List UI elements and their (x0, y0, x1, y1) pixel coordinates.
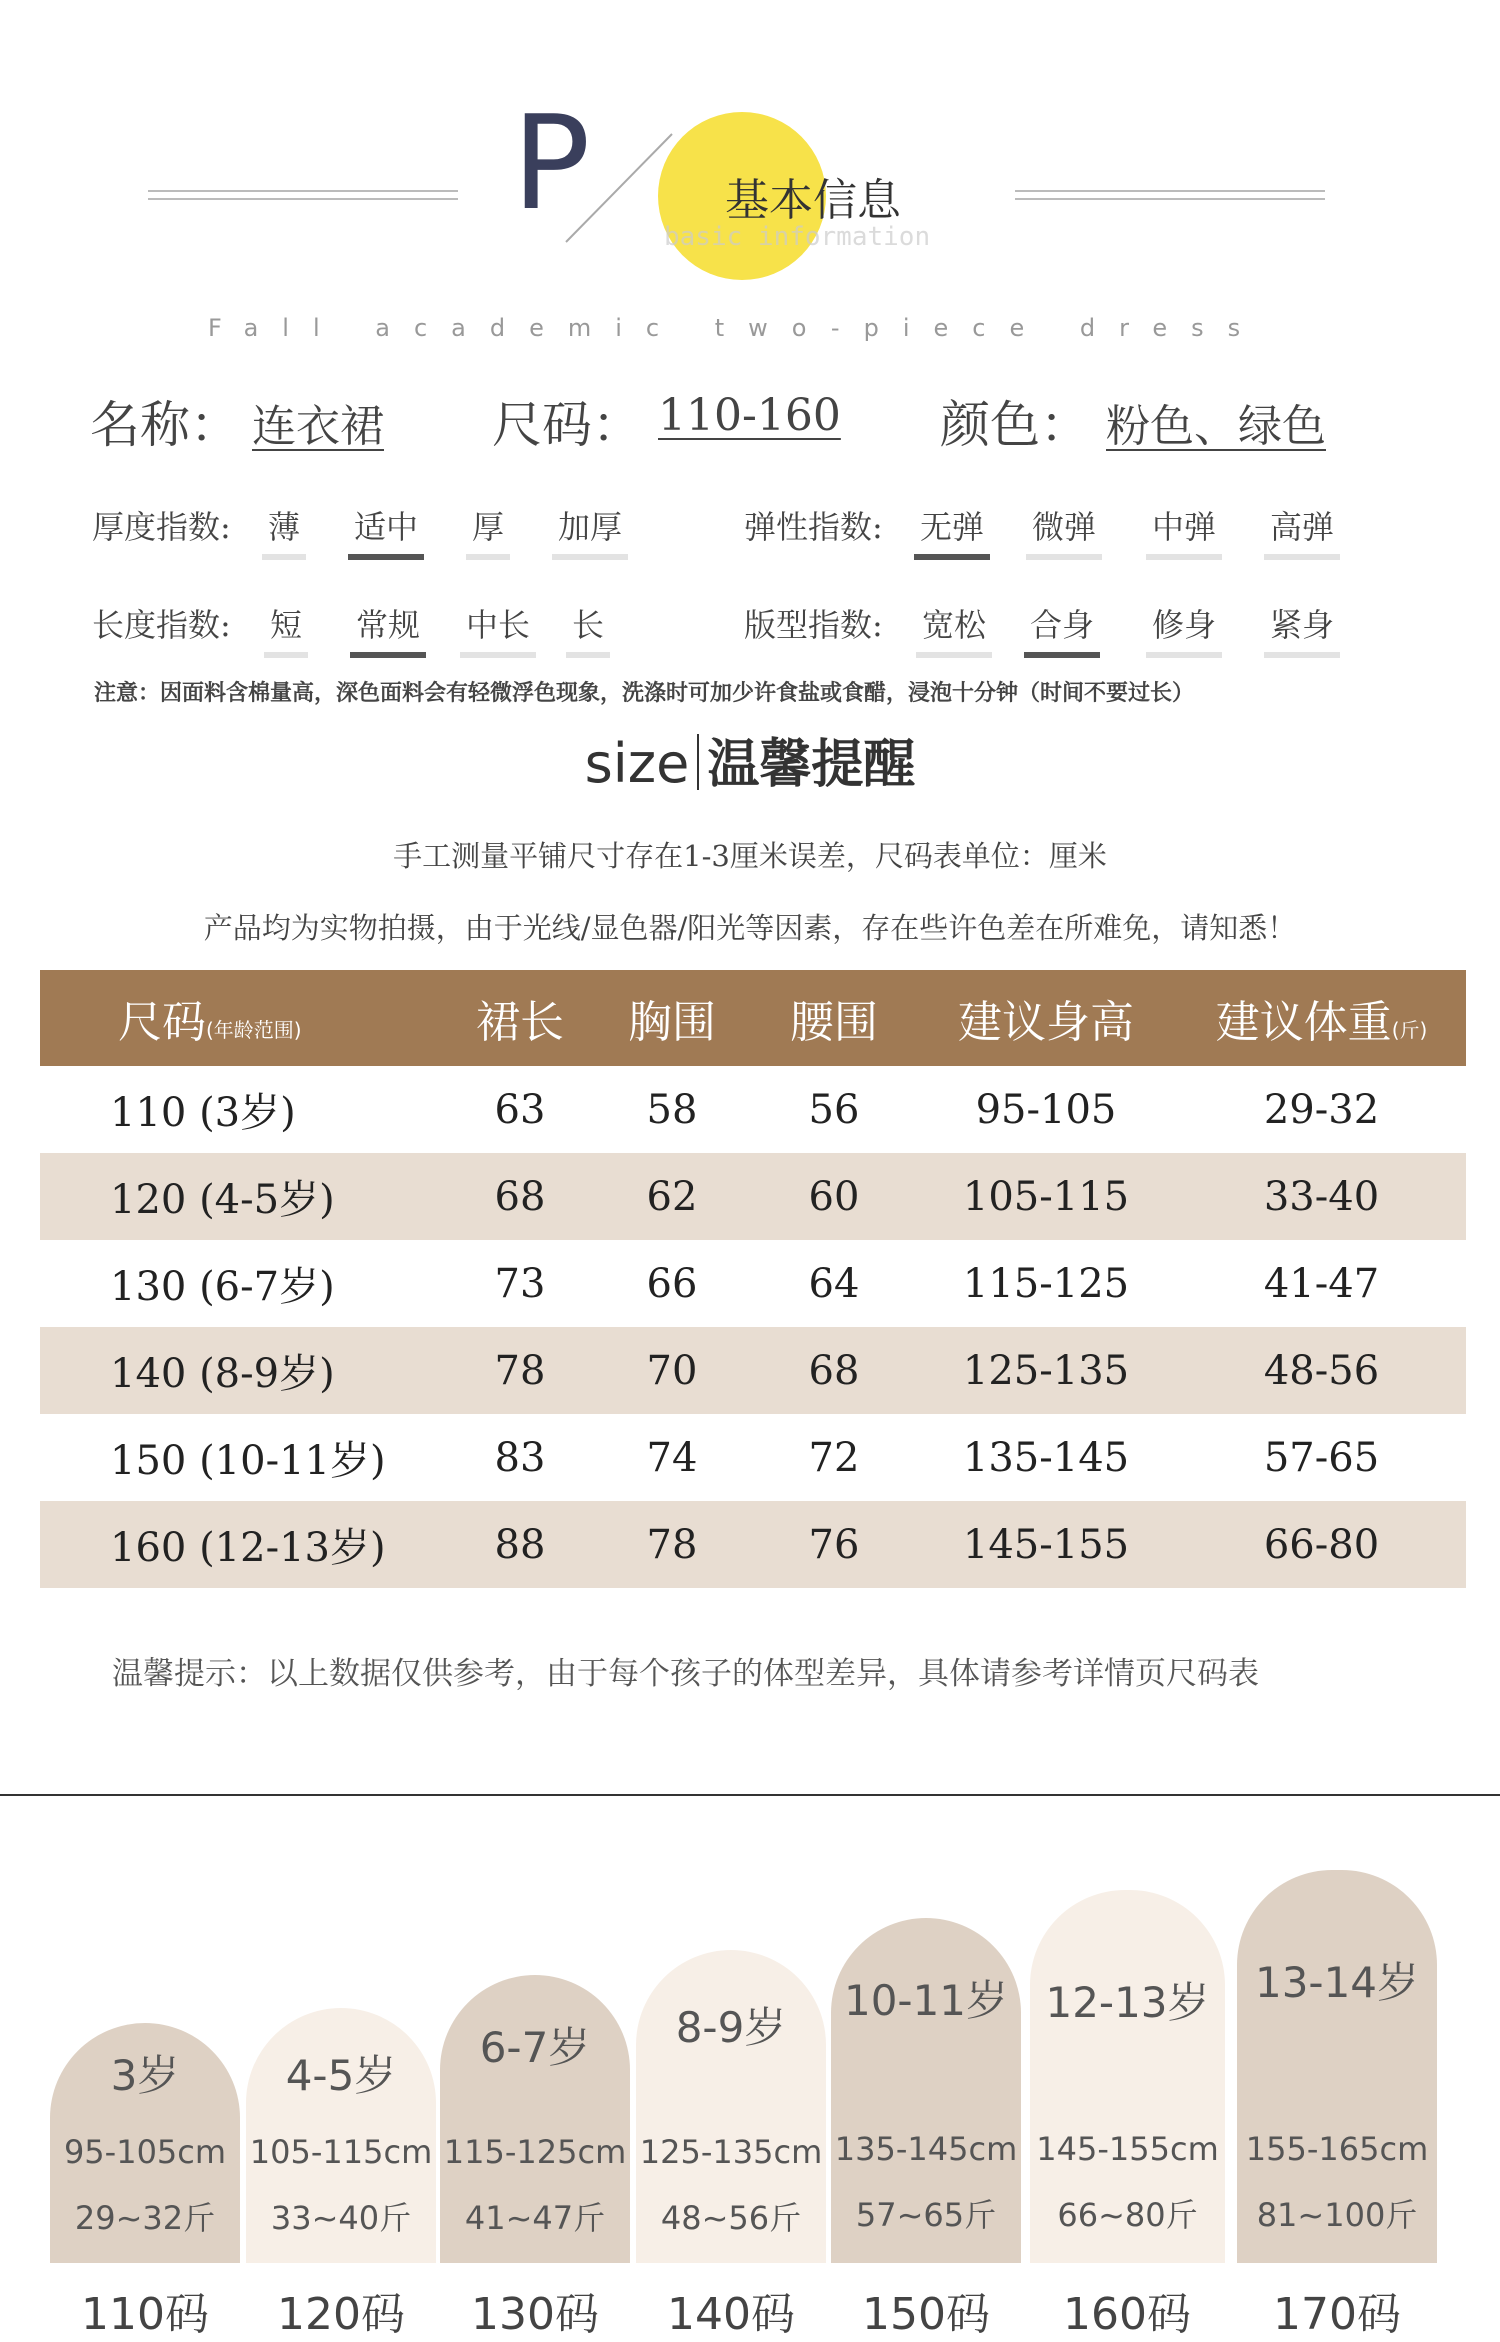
elasticity-option-selected: 无弹 (914, 502, 990, 560)
header-rule-left (148, 190, 458, 200)
arch-age: 6-7岁 (479, 2023, 591, 2072)
size-arch-card (50, 2023, 240, 2263)
size-value: 110-160 (658, 390, 841, 441)
thickness-option: 薄 (262, 502, 306, 560)
fit-option: 修身 (1146, 600, 1222, 658)
cell-weight: 29-32 (1263, 1086, 1380, 1133)
size-code-label: 150码 (862, 2289, 990, 2340)
cell-weight: 33-40 (1177, 1153, 1466, 1240)
header-title-cn: 基本信息 (725, 175, 901, 226)
arch-weight: 33~40斤 (270, 2199, 412, 2237)
th-waist: 腰围 (753, 970, 915, 1066)
arch-age: 4-5岁 (285, 2051, 397, 2100)
table-row (40, 1153, 1466, 1240)
fit-option: 宽松 (916, 600, 992, 658)
arch-weight: 66~80斤 (1057, 2196, 1198, 2234)
arch-height: 135-145cm (834, 2130, 1018, 2168)
th-height: 建议身高 (915, 970, 1177, 1066)
cell-size: 110 (3岁) (110, 1090, 296, 1136)
cell-weight: 41-47 (1263, 1260, 1380, 1307)
table-row (40, 1414, 1466, 1501)
table-row (40, 1240, 1466, 1327)
cell-weight: 66-80 (1177, 1501, 1466, 1588)
elasticity-label: 弹性指数: (744, 508, 883, 546)
cell-size: 130 (6-7岁) (110, 1264, 335, 1310)
header-rule-right (1015, 190, 1325, 200)
length-option: 中长 (460, 600, 536, 658)
cell-chest: 58 (646, 1086, 698, 1133)
cell-size: 150 (10-11岁) (110, 1438, 386, 1484)
cell-height: 105-115 (915, 1153, 1177, 1240)
size-arch-card (636, 1950, 826, 2263)
size-line-1: 手工测量平铺尺寸存在1-3厘米误差，尺码表单位：厘米 (393, 839, 1107, 873)
cell-size: 160 (12-13岁) (40, 1501, 449, 1588)
size-code-label: 110码 (81, 2289, 209, 2340)
cell-chest: 62 (591, 1153, 753, 1240)
size-arch-card (1237, 1870, 1437, 2263)
th-weight: 建议体重(斤) (1177, 970, 1466, 1066)
arch-height: 105-115cm (249, 2133, 433, 2171)
cell-height: 125-135 (915, 1327, 1177, 1414)
arch-age: 12-13岁 (1045, 1978, 1210, 2027)
table-row (40, 1327, 1466, 1414)
cell-height: 115-125 (962, 1260, 1130, 1307)
cell-waist: 56 (808, 1086, 860, 1133)
arch-age: 13-14岁 (1254, 1958, 1420, 2007)
size-title (0, 722, 1500, 797)
color-label: 颜色： (940, 396, 1090, 454)
cell-chest: 78 (591, 1501, 753, 1588)
arch-height: 115-125cm (443, 2133, 627, 2171)
arch-age: 8-9岁 (675, 2003, 787, 2052)
table-row (40, 1066, 1466, 1153)
fit-label: 版型指数: (744, 606, 883, 644)
arch-weight: 29~32斤 (74, 2199, 216, 2237)
color-value: 粉色、绿色 (1106, 401, 1326, 452)
fit-option-selected: 合身 (1024, 600, 1100, 658)
arch-weight: 48~56斤 (660, 2199, 802, 2237)
size-arch-card (246, 2008, 436, 2263)
tip-text: 温馨提示：以上数据仅供参考，由于每个孩子的体型差异，具体请参考详情页尺码表 (112, 1656, 1259, 1692)
name-value: 连衣裙 (252, 401, 384, 452)
size-arch-card (440, 1975, 630, 2263)
arch-age: 3岁 (110, 2051, 180, 2100)
cell-length: 63 (494, 1086, 546, 1133)
cell-height: 135-145 (962, 1434, 1130, 1481)
table-header-row (40, 970, 1466, 1066)
length-option-selected: 常规 (350, 600, 426, 658)
care-note: 注意：因面料含棉量高，深色面料会有轻微浮色现象，洗涤时可加少许食盐或食醋，浸泡十分钟（时间不要过长） (94, 680, 1195, 706)
section-divider (0, 1794, 1500, 1796)
th-length: 裙长 (449, 970, 591, 1066)
size-title-divider (697, 734, 699, 790)
thickness-option: 加厚 (552, 502, 628, 560)
header-subtitle: Fall academic two-piece dress (208, 314, 1265, 342)
size-title-cn: 温馨提醒 (707, 734, 916, 795)
arch-height: 155-165cm (1245, 2130, 1429, 2168)
thickness-option: 厚 (466, 502, 510, 560)
arch-age: 10-11岁 (843, 1976, 1009, 2025)
size-label: 尺码： (492, 396, 642, 454)
cell-waist: 64 (808, 1260, 860, 1307)
cell-waist: 60 (753, 1153, 915, 1240)
size-table (40, 970, 1466, 1588)
arch-weight: 81~100斤 (1256, 2196, 1418, 2234)
cell-waist: 76 (753, 1501, 915, 1588)
thickness-option-selected: 适中 (348, 502, 424, 560)
size-line-2: 产品均为实物拍摄，由于光线/显色器/阳光等因素，存在些许色差在所难免，请知悉！ (203, 911, 1297, 945)
th-size: 尺码(年龄范围) (40, 970, 449, 1066)
elasticity-option: 中弹 (1146, 502, 1222, 560)
cell-length: 83 (494, 1434, 546, 1481)
cell-length: 73 (494, 1260, 546, 1307)
size-title-en: size (584, 732, 690, 795)
arch-weight: 41~47斤 (464, 2199, 606, 2237)
size-arch-card (831, 1918, 1021, 2263)
cell-chest: 70 (591, 1327, 753, 1414)
size-arch-card (1030, 1890, 1225, 2263)
arch-weight: 57~65斤 (855, 2196, 997, 2234)
cell-length: 88 (449, 1501, 591, 1588)
cell-length: 68 (449, 1153, 591, 1240)
header-letter: P (512, 87, 591, 239)
size-code-label: 120码 (277, 2289, 405, 2340)
arch-height: 95-105cm (63, 2133, 227, 2171)
fit-option: 紧身 (1264, 600, 1340, 658)
cell-chest: 66 (646, 1260, 698, 1307)
cell-waist: 72 (808, 1434, 860, 1481)
name-label: 名称： (90, 396, 240, 454)
cell-length: 78 (449, 1327, 591, 1414)
cell-size: 140 (8-9岁) (40, 1327, 449, 1414)
size-code-label: 130码 (471, 2289, 599, 2340)
cell-size: 120 (4-5岁) (40, 1153, 449, 1240)
elasticity-option: 高弹 (1264, 502, 1340, 560)
table-row (40, 1501, 1466, 1588)
cell-weight: 57-65 (1263, 1434, 1380, 1481)
thickness-label: 厚度指数: (92, 508, 231, 546)
size-code-label: 160码 (1063, 2289, 1191, 2340)
arch-height: 145-155cm (1036, 2130, 1219, 2168)
cell-height: 145-155 (915, 1501, 1177, 1588)
header-title-en: basic information (664, 222, 931, 252)
elasticity-option: 微弹 (1026, 502, 1102, 560)
cell-height: 95-105 (975, 1086, 1117, 1133)
size-code-label: 170码 (1273, 2289, 1401, 2340)
th-chest: 胸围 (591, 970, 753, 1066)
arch-height: 125-135cm (639, 2133, 823, 2171)
length-option: 长 (566, 600, 610, 658)
cell-weight: 48-56 (1177, 1327, 1466, 1414)
cell-waist: 68 (753, 1327, 915, 1414)
length-option: 短 (264, 600, 308, 658)
cell-chest: 74 (646, 1434, 698, 1481)
length-label: 长度指数: (92, 606, 231, 644)
size-code-label: 140码 (667, 2289, 795, 2340)
